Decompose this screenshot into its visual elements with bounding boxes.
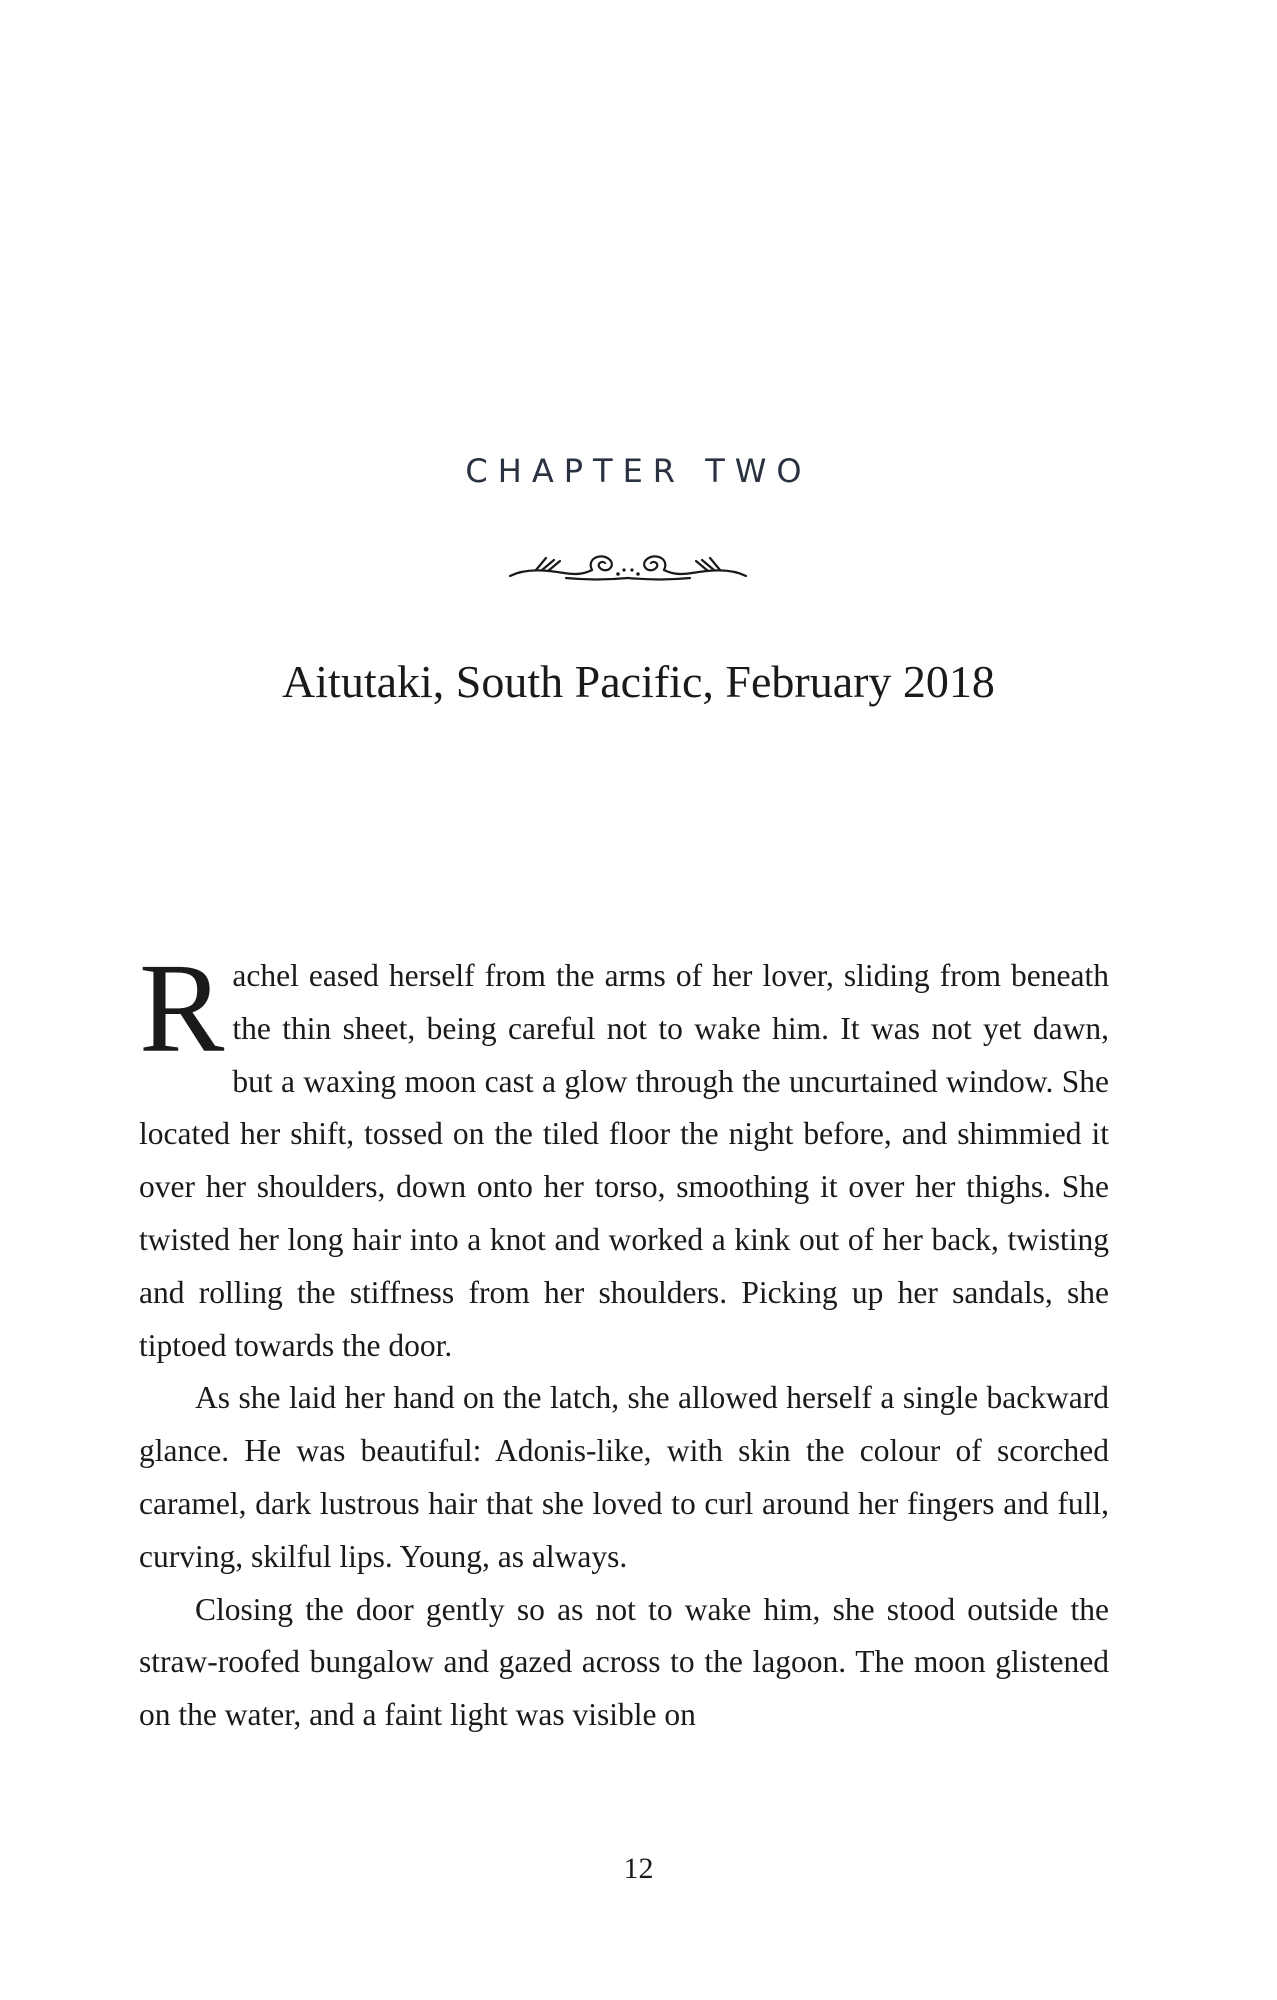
page-number: 12	[623, 1852, 654, 1885]
paragraph	[139, 937, 1109, 1372]
paragraph-text: achel eased herself from the arms of her lover, sliding from beneath the thin sheet, being careful not to wake him. It was not yet dawn, but a waxing moon cast a glow through the uncurtained window. She located her shift, tossed on the tiled floor the night before, and shimmied it over her shoulders, down onto her torso, smoothing it over her thighs. She twisted her long hair into a knot and worked a kink out of her back, twisting and rolling the stiffness from her shoulders. Picking up her sandals, she tiptoed towards the door.	[139, 958, 1109, 1363]
drop-cap: R	[139, 937, 225, 1079]
paragraph: Closing the door gently so as not to wake him, she stood outside the straw-roofed bungalow and gazed across to the lagoon. The moon glistened on the water, and a faint light was visible on	[139, 1591, 1109, 1733]
paragraph: As she laid her hand on the latch, she allowed herself a single backward glance. He was beautiful: Adonis-like, with skin the colour of scorched caramel, dark lustrous hair that she loved to curl around her fingers and full, curving, skilful lips. Young, as always.	[139, 1380, 1109, 1574]
place-date-heading: Aitutaki, South Pacific, February 2018	[282, 656, 995, 707]
chapter-body	[139, 937, 1109, 1742]
chapter-heading: CHAPTER TWO	[465, 452, 812, 490]
flourish-ornament-icon	[506, 540, 750, 590]
